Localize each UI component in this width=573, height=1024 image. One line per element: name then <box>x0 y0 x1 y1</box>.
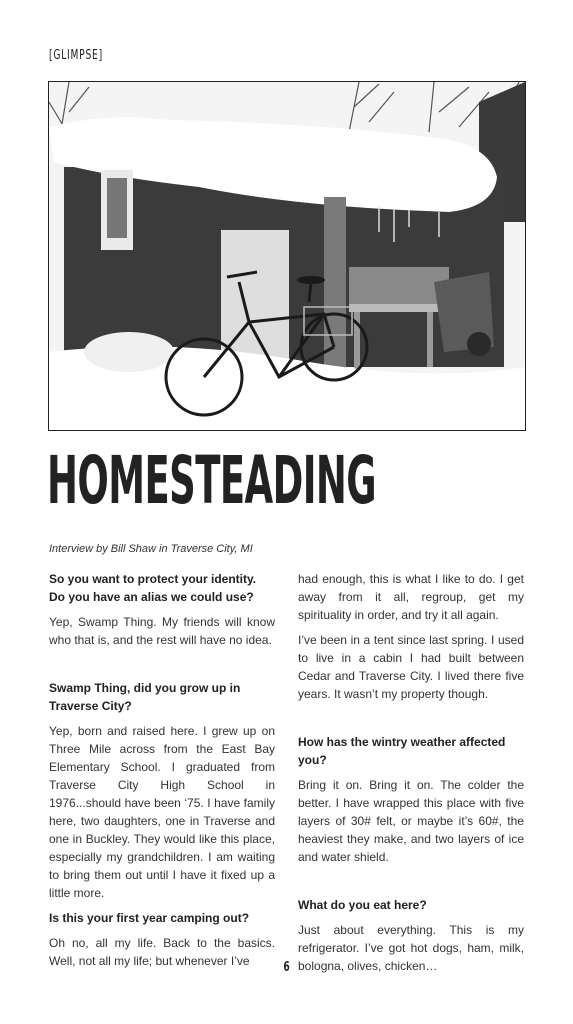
byline: Interview by Bill Shaw in Traverse City, MI <box>49 543 253 555</box>
headline: HOMESTEADING <box>47 442 377 519</box>
question: What do you eat here? <box>298 898 427 912</box>
question: So you want to protect your identity. Do you have an alias we could use? <box>49 572 257 604</box>
answer: Just about everything. This is my refrigerator. I’ve got hot dogs, ham, milk, bologna, olives, chicken… <box>298 923 524 973</box>
page-number: 6 <box>283 960 290 975</box>
answer-continued: had enough, this is what I like to do. I get away from it all, regroup, get my spirituality in order, and try it all again. <box>298 572 524 622</box>
question: How has the wintry weather affected you? <box>298 735 506 767</box>
answer: I’ve been in a tent since last spring. I used to live in a cabin I had built between Cedar and Traverse City. I lived there five years. It wasn’t my property though. <box>298 633 524 701</box>
question: Swamp Thing, did you grow up in Traverse City? <box>49 681 241 713</box>
snowy-cabin-bicycle-image <box>49 82 525 430</box>
answer: Bring it on. Bring it on. The colder the better. I have wrapped this place with five layers of 30# felt, or maybe it’s 60#, the heaviest they make, and two layers of ice and water shield. <box>298 778 524 864</box>
answer: Oh no, all my life. Back to the basics. Well, not all my life; but whenever I’ve <box>49 936 275 968</box>
section-tag: [GLIMPSE] <box>49 48 103 63</box>
answer: Yep, Swamp Thing. My friends will know who that is, and the rest will have no idea. <box>49 615 275 647</box>
answer: Yep, born and raised here. I grew up on Three Mile across from the East Bay Elementary School. I graduated from Traverse City High School in 1976...should have been ‘75. I have family here, two daughters, one in Traverse and one in Buckley. They would like this place, especially my grandchildren. I am waiting to bring them out until I have it fixed up a little more. <box>49 724 275 900</box>
question: Is this your first year camping out? <box>49 911 250 925</box>
feature-photo <box>48 81 526 431</box>
right-column <box>298 570 524 975</box>
left-column <box>49 570 275 970</box>
